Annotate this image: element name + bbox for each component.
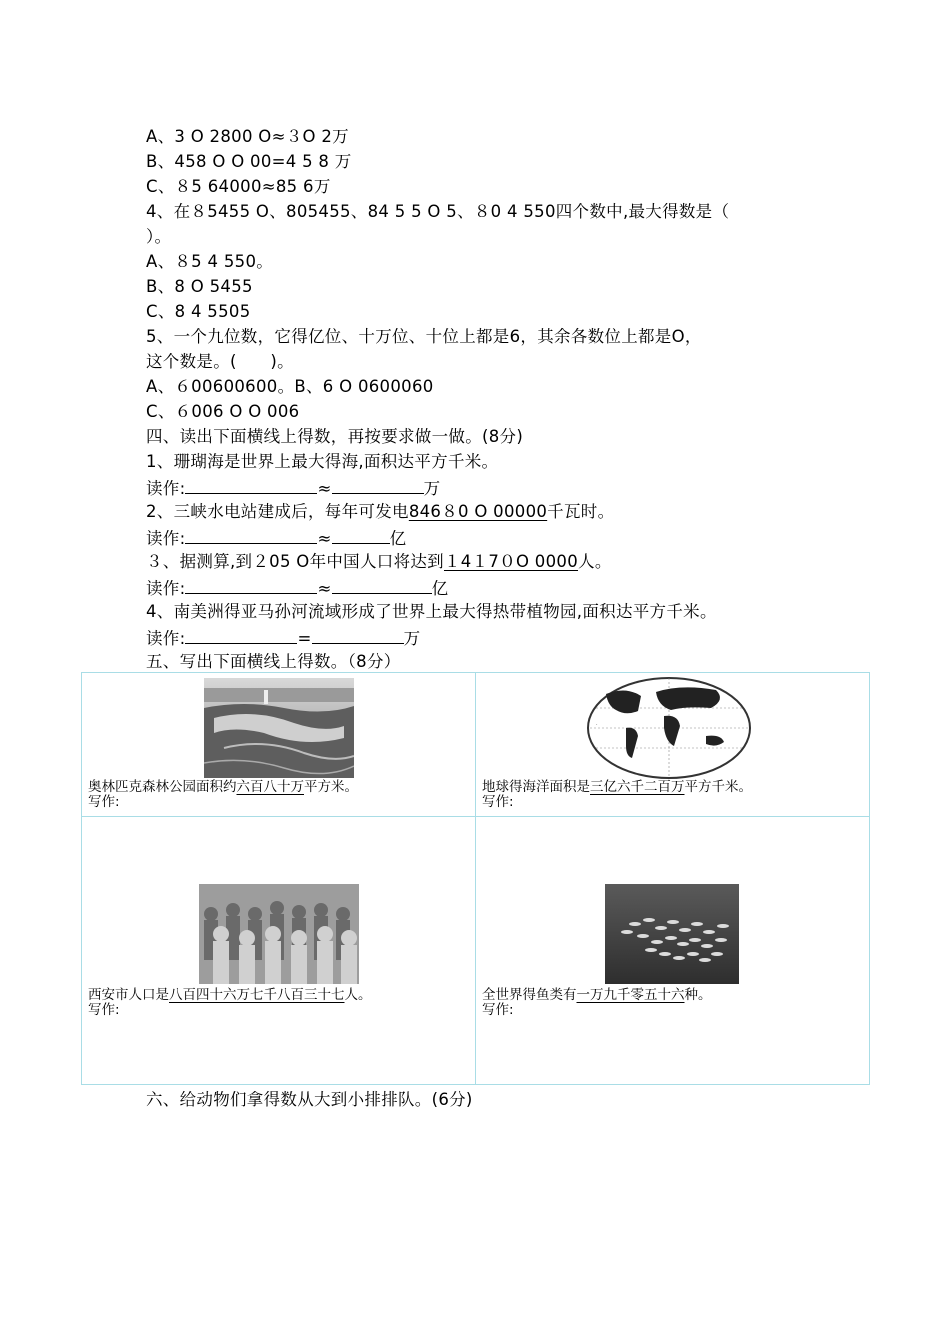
option-text: C、８5 64000≈85 6万 — [146, 177, 331, 196]
read-label: 读作: — [146, 529, 186, 548]
answer-blank[interactable] — [185, 527, 317, 544]
read-label: 读作: — [146, 629, 186, 648]
underlined-number-words: 一万九千零五十六 — [576, 987, 685, 1003]
caption-text: 平方千米。 — [684, 779, 752, 795]
question-text: 这个数是。( )。 — [146, 352, 294, 371]
world-map-photo — [586, 676, 752, 780]
write-label: 写作: — [88, 794, 120, 810]
underlined-number-words: 六百八十万 — [236, 779, 304, 795]
caption-text: 全世界得鱼类有 — [482, 987, 577, 1003]
question-text-part: 人。 — [578, 552, 612, 571]
write-label: 写作: — [482, 1002, 514, 1018]
question-text-part: 2、三峡水电站建成后，每年可发电 — [146, 502, 409, 521]
option-text: A、3 O 2800 O≈３O 2万 — [146, 127, 349, 146]
underlined-number-words: 三亿六千二百万 — [590, 779, 685, 795]
fish-school-photo — [605, 884, 739, 984]
caption-text: 种。 — [684, 987, 712, 1003]
write-label: 写作: — [88, 1002, 120, 1018]
reading-line — [146, 527, 406, 549]
option-text: A、８5 4 550。 — [146, 252, 274, 271]
question-text: 5、一个九位数，它得亿位、十万位、十位上都是6，其余各数位上都是O， — [146, 327, 702, 346]
section-heading-4: 四、读出下面横线上得数，再按要求做一做。(8分) — [146, 427, 524, 446]
olympic-park-photo — [204, 678, 354, 778]
caption-text: 奥林匹克森林公园面积约 — [88, 779, 237, 795]
answer-blank[interactable] — [185, 577, 317, 594]
terracotta-warriors-photo — [199, 884, 359, 984]
number-writing-table — [81, 672, 870, 1085]
reading-line — [146, 477, 440, 499]
cell-caption — [88, 988, 372, 1003]
read-label: 读作: — [146, 579, 186, 598]
option-text: B、8 O 5455 — [146, 277, 253, 296]
option-text: C、６006 O O 006 — [146, 402, 300, 421]
reading-line — [146, 577, 448, 599]
option-text: A、６00600600。B、6 O 0600060 — [146, 377, 434, 396]
reading-line — [146, 627, 420, 649]
table-cell — [82, 817, 475, 1084]
answer-blank[interactable] — [332, 577, 432, 594]
cell-caption — [482, 988, 712, 1003]
table-cell — [476, 817, 869, 1084]
underlined-number: １4１7０O 0000 — [443, 552, 579, 571]
svg-text:·: · — [596, 722, 598, 728]
section-heading-5: 五、写出下面横线上得数。（8分） — [146, 652, 401, 671]
question-text: 4、在８5455 O、805455、84 5 5 O 5、８0 4 550四个数中,最大得数是（ — [146, 202, 730, 221]
question-text: 1、珊瑚海是世界上最大得海,面积达平方千米。 — [146, 452, 499, 471]
question-text-part: 千瓦时。 — [547, 502, 615, 521]
question-text — [146, 502, 614, 522]
underlined-number-words: 八百四十六万七千八百三十七 — [169, 987, 345, 1003]
answer-blank[interactable] — [332, 527, 390, 544]
option-text: B、458 O O 00=4 5 8 万 — [146, 152, 352, 171]
caption-text: 平方米。 — [304, 779, 358, 795]
approx-sign: ≈ — [317, 529, 332, 548]
unit-text: 亿 — [431, 579, 449, 598]
question-text — [146, 552, 612, 572]
answer-blank[interactable] — [185, 627, 297, 644]
unit-text: 万 — [403, 629, 421, 648]
question-text-part: ３、据测算,到２05 O年中国人口将达到 — [146, 552, 444, 571]
section-heading-6: 六、给动物们拿得数从大到小排排队。(6分) — [146, 1090, 473, 1109]
table-cell — [82, 673, 475, 816]
cell-caption — [88, 780, 358, 795]
caption-text: 西安市人口是 — [88, 987, 169, 1003]
answer-blank[interactable] — [185, 477, 317, 494]
unit-text: 亿 — [389, 529, 407, 548]
write-label: 写作: — [482, 794, 514, 810]
cell-caption — [482, 780, 752, 795]
table-cell — [476, 673, 869, 816]
equals-sign: = — [297, 629, 312, 648]
caption-text: 人。 — [344, 987, 372, 1003]
unit-text: 万 — [423, 479, 441, 498]
question-text: ）。 — [146, 227, 172, 246]
approx-sign: ≈ — [317, 479, 332, 498]
approx-sign: ≈ — [317, 579, 332, 598]
answer-blank[interactable] — [332, 477, 424, 494]
option-text: C、8 4 5505 — [146, 302, 251, 321]
underlined-number: 846８0 O 00000 — [408, 502, 548, 521]
question-text: 4、南美洲得亚马孙河流域形成了世界上最大得热带植物园,面积达平方千米。 — [146, 602, 717, 621]
answer-blank[interactable] — [312, 627, 404, 644]
read-label: 读作: — [146, 479, 186, 498]
caption-text: 地球得海洋面积是 — [482, 779, 590, 795]
